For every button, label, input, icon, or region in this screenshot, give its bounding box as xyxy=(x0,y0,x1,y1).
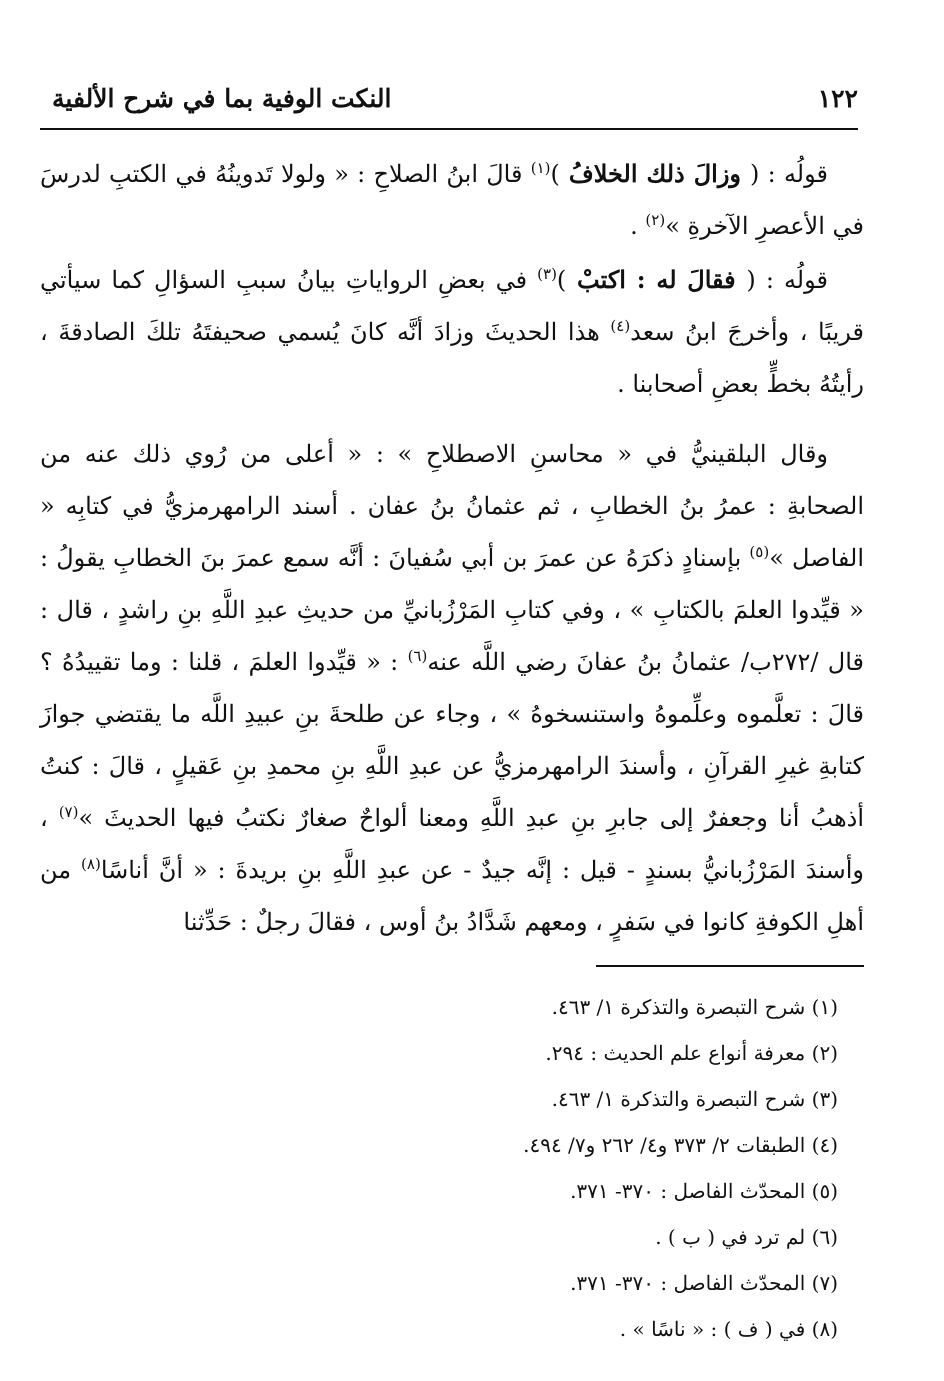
footnotes xyxy=(40,984,838,1352)
footnote-3: (٣) شرح التبصرة والتذكرة ١/ ٤٦٣. xyxy=(551,1087,838,1111)
footnote-8: (٨) في ( ف ) : « ناسًا » . xyxy=(619,1317,838,1341)
footnote-2: (٢) معرفة أنواع علم الحديث : ٢٩٤. xyxy=(545,1041,838,1065)
p1-text: قالَ ابنُ الصلاحِ : « ولولا تَدوينُهُ في الكتبِ لدرسَ في الأعصرِ الآخرةِ » xyxy=(40,160,864,240)
p2-end: هذا الحديثَ وزادَ أنَّه كانَ يُسمي صحيفتَهُ تلكَ الصادقةَ ، رأيتُهُ بخطٍّ بعضِ أصحابنا . xyxy=(40,318,864,398)
running-header xyxy=(52,78,858,118)
p3-text-a: وقال البلقينيُّ في « محاسنِ الاصطلاحِ » : « أعلى من رُوي ذلك عنه من الصحابةِ : عمرُ بنُ الخطابِ ، ثم عثمانُ بنُ عفان . أسند الرامهرمزيُّ في كتابِه « الفاصل » xyxy=(40,440,864,572)
p3-text-b: بإسنادٍ ذكرَهُ عن عمرَ بن أبي سُفيانَ : أنَّه سمع عمرَ بنَ الخطابِ يقولُ : « قيِّدوا العلمَ بالكتابِ » ، وفي كتابِ المَرْزُبانيِّ من حديثِ عبدِ اللَّهِ بنِ راشدٍ ، قال : قال /٢٧٢ب/ عثمانُ بنُ عفانَ رضي اللَّه عنه xyxy=(40,544,864,676)
p2-quote: فقالَ له : اكتبْ xyxy=(566,265,747,294)
paragraph-2 xyxy=(40,254,864,410)
footnote-ref-1: (١) xyxy=(530,159,551,177)
footnote-6: (٦) لم ترد في ( ب ) . xyxy=(655,1225,838,1249)
footnote-ref-8: (٨) xyxy=(81,855,101,873)
header-rule xyxy=(40,128,858,130)
footnote-ref-2: (٢) xyxy=(645,211,666,229)
main-text xyxy=(40,148,864,948)
footnote-4: (٤) الطبقات ٢/ ٣٧٣ و٤/ ٢٦٢ و٧/ ٤٩٤. xyxy=(523,1133,838,1157)
p1-lead: قولُه : ( xyxy=(749,160,828,188)
footnote-separator xyxy=(596,965,864,967)
p1-mid: ) xyxy=(550,160,560,188)
page-number: ١٢٢ xyxy=(817,83,858,113)
paragraph-3 xyxy=(40,428,864,948)
footnote-ref-6: (٦) xyxy=(407,647,428,665)
footnote-ref-4: (٤) xyxy=(610,317,631,335)
footnote-ref-5: (٥) xyxy=(749,543,770,561)
footnote-ref-7: (٧) xyxy=(58,803,79,821)
footnote-ref-3: (٣) xyxy=(537,265,557,283)
p3-text-e: من أهلِ الكوفةِ كانوا في سَفرٍ ، ومعهم شَدَّادُ بنُ أوس ، فقالَ رجلٌ : حَدِّثنا xyxy=(40,856,864,936)
footnote-5: (٥) المحدّث الفاصل : ٣٧٠- ٣٧١. xyxy=(570,1179,838,1203)
footnote-1: (١) شرح التبصرة والتذكرة ١/ ٤٦٣. xyxy=(551,995,838,1019)
p1-end: . xyxy=(630,212,646,240)
p2-lead: قولُه : ( xyxy=(746,266,828,294)
paragraph-1 xyxy=(40,148,864,252)
p3-text-d: ، وأسندَ المَرْزُبانيُّ بسندٍ - قيل : إنَّه جيدٌ - عن عبدِ اللَّهِ بنِ بريدةَ : « أنَّ أناسًا xyxy=(40,804,865,884)
p2-mid: ) xyxy=(556,266,567,294)
running-title: النكت الوفية بما في شرح الألفية xyxy=(52,83,392,113)
p3-text-c: : « قيِّدوا العلمَ ، قلنا : وما تقييدُهُ ؟ قالَ : تعلَّموه وعلِّموهُ واستنسخوهُ » ، وجاء عن طلحةَ بنِ عبيدِ اللَّه ما يقتضي جوازَ كتابةِ غيرِ القرآنِ ، وأسندَ الرامهرمزيُّ عن عبدِ اللَّهِ بنِ محمدِ بنِ عَقيلٍ ، قالَ : كنتُ أذهبُ أنا وجعفرٌ إلى جابرِ بنِ عبدِ اللَّهِ ومعنا ألواحٌ صغارٌ نكتبُ فيها الحديثَ » xyxy=(40,648,864,832)
footnote-7: (٧) المحدّث الفاصل : ٣٧٠- ٣٧١. xyxy=(570,1271,838,1295)
p1-quote: وزالَ ذلك الخلافُ xyxy=(559,159,750,188)
p2-text: في بعضِ الرواياتِ بيانُ سببِ السؤالِ كما سيأتي قريبًا ، وأخرجَ ابنُ سعد xyxy=(40,266,864,346)
